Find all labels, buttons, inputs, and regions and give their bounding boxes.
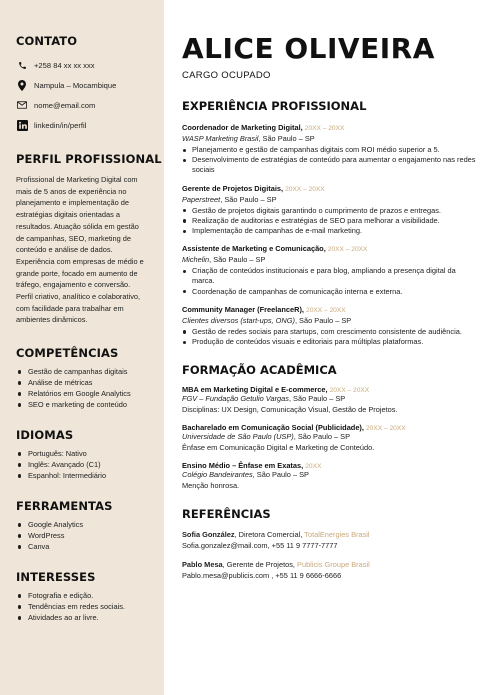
skills-list xyxy=(16,366,164,410)
list-item: Atividades ao ar livre. xyxy=(16,612,164,623)
candidate-role: CARGO OCUPADO xyxy=(182,70,271,81)
experience-heading: EXPERIÊNCIA PROFISSIONAL xyxy=(182,99,367,113)
reference-entry xyxy=(182,530,479,551)
profile-summary: Profissional de Marketing Digital com mais de 5 anos de experiência no planejamento e implementação de estratégias digitais orientadas a resultados. Atuação sólida em gestão de campanhas, SEO, marketing de conteúdo e análise de dados. Experiência com empresas de médio e grande porte, focado em aumento de tráfego, engajamento e conversão. Perfil criativo, analítico e colaborativo, com facilidade para trabalhar em ambientes dinâmicos. xyxy=(16,175,144,325)
degree-dates: 20XX – 20XX xyxy=(329,387,370,395)
list-item: Gestão de campanhas digitais xyxy=(16,366,164,377)
phone-text: +258 84 xx xx xxx xyxy=(34,60,95,70)
list-item: WordPress xyxy=(16,530,164,541)
degree-title: Ensino Médio – Ênfase em Exatas, 20XX xyxy=(182,461,322,471)
job-company: Clientes diversos (start-ups, ONG), São Paulo – SP xyxy=(182,315,352,325)
job-entry xyxy=(182,123,479,176)
contact-linkedin xyxy=(16,115,164,135)
references-heading: REFERÊNCIAS xyxy=(182,507,271,522)
degree-title: MBA em Marketing Digital e E-commerce, 20XX – 20XX xyxy=(182,385,370,395)
list-item: Tendências em redes sociais. xyxy=(16,601,164,612)
main-content xyxy=(164,0,491,695)
degree-title: Bacharelado em Comunicação Social (Publicidade), 20XX – 20XX xyxy=(182,423,406,433)
email-text[interactable]: nome@email.com xyxy=(34,100,96,110)
tools-list xyxy=(16,519,164,552)
education-heading: FORMAÇÃO ACADÊMICA xyxy=(182,363,337,378)
job-bullets xyxy=(182,206,479,237)
sidebar xyxy=(0,0,164,695)
phone-icon xyxy=(16,59,28,71)
school: Colégio Bandeirantes, São Paulo – SP xyxy=(182,470,309,480)
job-entry xyxy=(182,244,479,297)
job-title: Community Manager (FreelanceR), 20XX – 20XX xyxy=(182,304,346,314)
list-item: Planejamento e gestão de campanhas digitais com ROI médio superior a 5. xyxy=(182,145,479,155)
job-bullets xyxy=(182,145,479,176)
list-item: Gestão de redes sociais para startups, com crescimento consistente de audiência. xyxy=(182,327,479,337)
reference-name: Pablo Mesa, Gerente de Projetos, Publicis Groupe Brasil xyxy=(182,560,370,570)
list-item: Português: Nativo xyxy=(16,448,164,459)
job-dates: 20XX – 20XX xyxy=(306,306,346,314)
school: Universidade de São Paulo (USP), São Paulo – SP xyxy=(182,432,351,442)
school: FGV – Fundação Getulio Vargas, São Paulo – SP xyxy=(182,394,346,404)
job-entry xyxy=(182,184,479,237)
degree-detail: Disciplinas: UX Design, Comunicação Visual, Gestão de Projetos. xyxy=(182,404,398,414)
list-item: Produção de conteúdos visuais e editoriais para múltiplas plataformas. xyxy=(182,337,479,347)
candidate-name: ALICE OLIVEIRA xyxy=(182,32,435,65)
list-item: Espanhol: Intermediário xyxy=(16,470,164,481)
list-item: Análise de métricas xyxy=(16,377,164,388)
degree-dates: 20XX xyxy=(305,463,322,471)
location-text: Nampula – Mocambique xyxy=(34,80,117,90)
job-dates: 20XX – 20XX xyxy=(304,125,345,132)
degree-detail: Menção honrosa. xyxy=(182,480,240,490)
profile-heading: PERFIL PROFISSIONAL xyxy=(16,152,162,166)
list-item: Inglês: Avançado (C1) xyxy=(16,459,164,470)
linkedin-text[interactable]: linkedin/in/perfil xyxy=(34,120,87,130)
interests-list xyxy=(16,590,164,623)
list-item: Desenvolvimento de estratégias de conteúdo para aumentar o engajamento nas redes sociais xyxy=(182,155,479,175)
job-company: Michelin, São Paulo – SP xyxy=(182,255,266,265)
languages-heading: IDIOMAS xyxy=(16,428,74,443)
contact-list xyxy=(16,55,164,135)
reference-name: Sofia González, Diretora Comercial, TotalEnergies Brasil xyxy=(182,530,370,540)
mail-icon xyxy=(16,99,28,111)
location-pin-icon xyxy=(16,79,28,91)
tools-heading: FERRAMENTAS xyxy=(16,499,113,514)
list-item: Implementação de campanhas de e-mail marketing. xyxy=(182,226,479,236)
job-dates: 20XX – 20XX xyxy=(285,185,325,193)
list-item: Criação de conteúdos institucionais e para blog, ampliando a presença digital da marca. xyxy=(182,266,479,286)
education-entry xyxy=(182,423,479,453)
contact-location xyxy=(16,75,164,95)
languages-list xyxy=(16,448,164,481)
list-item: Relatórios em Google Analytics xyxy=(16,388,164,399)
education-entry xyxy=(182,461,479,491)
contact-email xyxy=(16,95,164,115)
linkedin-icon xyxy=(16,119,28,131)
job-company: Paperstreet, São Paulo – SP xyxy=(182,194,277,204)
job-title: Gerente de Projetos Digitais, 20XX – 20XX xyxy=(182,183,325,193)
degree-dates: 20XX – 20XX xyxy=(366,425,406,433)
reference-contact[interactable]: Sofia.gonzalez@mail.com, +55 11 9 7777-7777 xyxy=(182,540,338,550)
skills-heading: COMPETÊNCIAS xyxy=(16,346,119,361)
job-title: Assistente de Marketing e Comunicação, 20XX – 20XX xyxy=(182,244,368,254)
list-item: SEO e marketing de conteúdo xyxy=(16,399,164,410)
contact-heading: CONTATO xyxy=(16,34,78,48)
reference-entry xyxy=(182,560,479,581)
degree-detail: Ênfase em Comunicação Digital e Marketing de Conteúdo. xyxy=(182,442,375,452)
contact-phone xyxy=(16,55,164,75)
education-entry xyxy=(182,385,479,415)
job-entry xyxy=(182,305,479,347)
job-bullets xyxy=(182,266,479,297)
job-bullets xyxy=(182,327,479,347)
list-item: Google Analytics xyxy=(16,519,164,530)
reference-contact[interactable]: Pablo.mesa@publicis.com , +55 11 9 6666-6666 xyxy=(182,570,342,580)
list-item: Realização de auditorias e estratégias de SEO para melhorar a visibilidade. xyxy=(182,216,479,226)
interests-heading: INTERESSES xyxy=(16,570,96,585)
list-item: Fotografia e edição. xyxy=(16,590,164,601)
list-item: Coordenação de campanhas de comunicação interna e externa. xyxy=(182,287,479,297)
job-company: WASP Marketing Brasil, São Paulo – SP xyxy=(182,134,315,143)
job-title: Coordenador de Marketing Digital, 20XX – 20XX xyxy=(182,123,345,132)
list-item: Gestão de projetos digitais garantindo o cumprimento de prazos e entregas. xyxy=(182,206,479,216)
list-item: Canva xyxy=(16,541,164,552)
job-dates: 20XX – 20XX xyxy=(327,246,368,254)
